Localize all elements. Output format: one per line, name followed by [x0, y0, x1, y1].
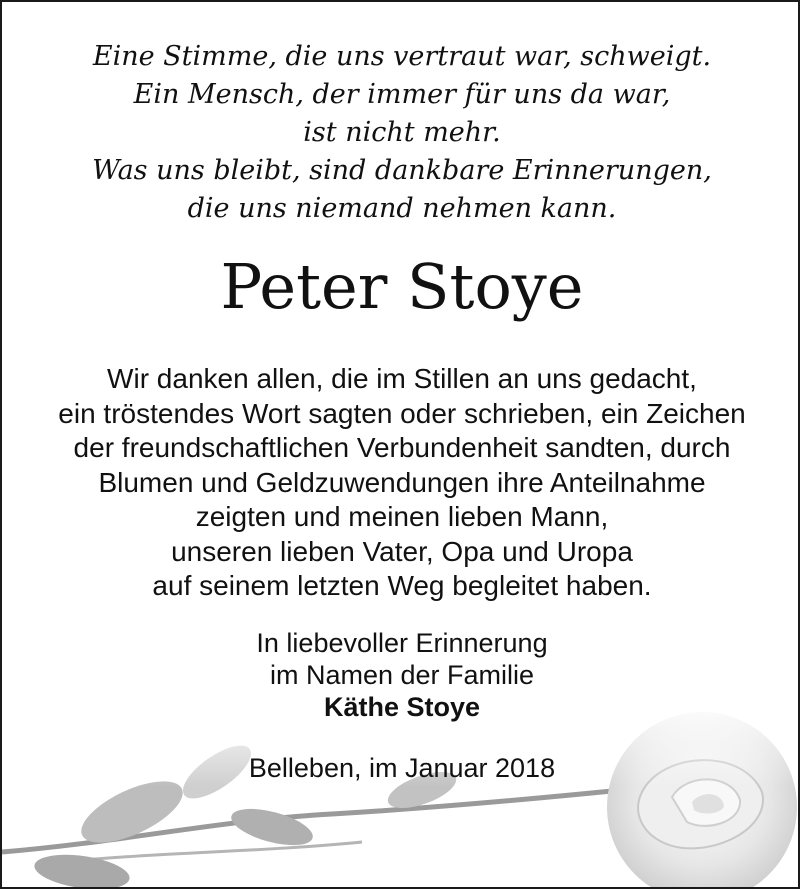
deceased-name: Peter Stoye — [220, 250, 584, 323]
signature-line: im Namen der Familie — [269, 660, 535, 690]
thanks-line: ein tröstendes Wort sagten oder schrieben, ein Zeichen — [58, 397, 746, 429]
rose-decoration-image — [2, 702, 800, 889]
thanks-line: unseren lieben Vater, Opa und Uropa — [171, 535, 633, 567]
place-and-date: Belleben, im Januar 2018 — [248, 753, 556, 783]
thank-you-text — [2, 362, 800, 604]
thanks-line: Wir danken allen, die im Stillen an uns gedacht, — [107, 363, 697, 394]
poem-line: Ein Mensch, der immer für uns da war, — [133, 79, 671, 110]
poem-line: Eine Stimme, die uns vertraut war, schweigt. — [92, 41, 712, 72]
poem-line: ist nicht mehr. — [303, 117, 501, 148]
thanks-line: zeigten und meinen lieben Mann, — [195, 501, 609, 532]
signature-line: In liebevoller Erinnerung — [256, 628, 548, 658]
thanks-line: auf seinem letzten Weg begleitet haben. — [152, 570, 652, 601]
signature-block — [2, 627, 800, 723]
thanks-line: der freundschaftlichen Verbundenheit sandten, durch — [73, 432, 731, 463]
thanks-line: Blumen und Geldzuwendungen ihre Anteilnahme — [98, 466, 706, 498]
signer-name: Käthe Stoye — [323, 692, 481, 722]
poem-line: die uns niemand nehmen kann. — [187, 193, 617, 224]
memorial-poem — [2, 38, 800, 228]
poem-line: Was uns bleibt, sind dankbare Erinnerungen, — [92, 155, 712, 186]
